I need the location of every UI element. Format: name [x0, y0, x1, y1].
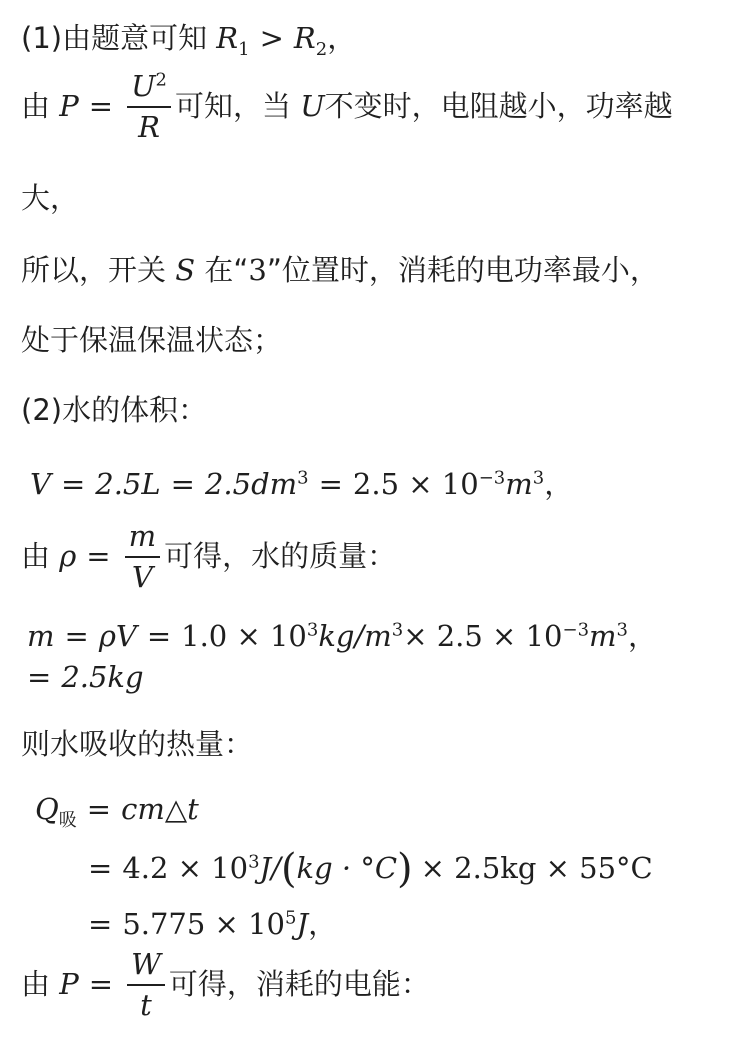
- text-l15-a: 由: [21, 967, 51, 1001]
- math-r2: $R_2$: [293, 21, 328, 60]
- text-l11-a: 则水吸收的热量：: [21, 727, 254, 761]
- eq-symbol: =: [88, 907, 113, 941]
- text-l2-b: 可知，当: [174, 89, 291, 123]
- text-l1-b: ，: [327, 21, 357, 55]
- text-l8-b: 可得，水的质量：: [164, 539, 397, 573]
- line-2: [21, 70, 673, 146]
- text-l13-b: 3: [248, 851, 260, 873]
- fraction-denominator: t: [140, 988, 152, 1022]
- text-l1-a: (1)由题意可知: [21, 21, 208, 55]
- line-10: [27, 660, 144, 694]
- text-l10-a: 2.5kg: [61, 660, 144, 694]
- text-l4-d: ”位置时，消耗的电功率最小，: [266, 253, 659, 287]
- fraction-m-over-v: [125, 518, 161, 594]
- math-q: Q: [35, 792, 59, 826]
- text-l9-f: m: [589, 619, 617, 653]
- math-v: V: [30, 467, 51, 501]
- line-14: [88, 902, 337, 943]
- text-l14-c: J: [296, 907, 309, 941]
- exp-3c: 3: [391, 619, 404, 641]
- line-1: [21, 16, 357, 60]
- text-l12-a: 吸: [58, 809, 77, 831]
- text-l9-e: −3: [562, 619, 590, 641]
- line-6: [21, 388, 207, 429]
- line-4: [21, 248, 659, 289]
- math-s: S: [166, 253, 205, 287]
- text-l14-a: 5.775 × 10: [122, 907, 285, 941]
- exp-3: 3: [297, 467, 309, 489]
- line-8: [21, 520, 396, 596]
- exp-3d: 3: [616, 619, 628, 641]
- exp-3b: 3: [532, 467, 545, 489]
- eq-symbol: =: [88, 967, 114, 1001]
- eq-symbol: =: [88, 851, 113, 885]
- text-l9-a: 1.0 × 10: [181, 619, 307, 653]
- fraction-denominator: R: [138, 110, 160, 144]
- text-l7-c: 2.5 × 10: [352, 467, 479, 501]
- eq-symbol: =: [86, 792, 112, 826]
- text-l4-c: 3: [248, 253, 267, 287]
- math-m: m: [27, 619, 55, 653]
- eq-symbol: =: [88, 89, 114, 123]
- math-u: U: [300, 89, 325, 123]
- text-l13-a: 4.2 × 10: [122, 851, 249, 885]
- line-11: [21, 722, 253, 763]
- text-l14-b: 5: [284, 907, 297, 929]
- text-l9-b: 3: [306, 619, 319, 641]
- text-l12-b: cm△t: [121, 792, 199, 826]
- eq-symbol: =: [60, 467, 86, 501]
- text-l4-b: 在“: [204, 253, 249, 287]
- line-15: [21, 948, 430, 1024]
- math-r1: $R_1$: [207, 21, 250, 60]
- eq-symbol: =: [146, 619, 172, 653]
- text-l13-c: J/: [259, 851, 281, 885]
- line-13: [88, 846, 653, 892]
- text-l9-c: kg/m: [318, 619, 392, 653]
- math-p: P: [59, 89, 79, 123]
- eq-symbol: =: [170, 467, 195, 501]
- line-5: [21, 318, 282, 359]
- line-9: [27, 614, 657, 655]
- fraction-numerator: m: [125, 518, 161, 558]
- text-l7-f: ，: [544, 467, 574, 501]
- text-l9-d: × 2.5 × 10: [403, 619, 563, 653]
- text-l3-a: 大，: [21, 181, 80, 215]
- left-paren: (: [280, 846, 297, 892]
- text-l6-a: (2)水的体积：: [21, 393, 208, 427]
- text-l2-a: 由: [21, 89, 51, 123]
- text-l7-a: 2.5L: [95, 467, 161, 501]
- text-l7-b: 2.5dm: [204, 467, 298, 501]
- fraction-denominator: V: [131, 560, 153, 594]
- text-l13-d: kg · °C: [296, 851, 398, 885]
- text-l5-a: 处于保温保温状态；: [21, 323, 283, 357]
- text-l7-d: −3: [478, 467, 506, 489]
- text-l14-d: ，: [308, 907, 338, 941]
- fraction-u2-over-r: [127, 68, 171, 144]
- math-p2: P: [59, 967, 79, 1001]
- text-l4-a: 所以，开关: [21, 253, 167, 287]
- eq-symbol: =: [27, 660, 52, 694]
- gt-symbol: >: [259, 21, 284, 55]
- eq-symbol: =: [318, 467, 343, 501]
- text-l9-g: ，: [627, 619, 657, 653]
- text-l7-e: m: [505, 467, 533, 501]
- line-3: [21, 176, 79, 217]
- math-rho: ρ: [59, 539, 77, 573]
- line-7: [30, 462, 573, 503]
- text-l15-b: 可得，消耗的电能：: [168, 967, 430, 1001]
- eq-symbol: =: [64, 619, 89, 653]
- fraction-numerator: W: [127, 946, 165, 986]
- text-l13-e: × 2.5kg × 55°C: [420, 851, 653, 885]
- text-l8-a: 由: [21, 539, 51, 573]
- math-rho-v: ρV: [98, 619, 137, 653]
- fraction-w-over-t: [127, 946, 165, 1022]
- fraction-numerator: $U^2$: [127, 68, 171, 108]
- text-l2-c: 不变时，电阻越小，功率越: [324, 89, 673, 123]
- line-12: [35, 792, 199, 831]
- eq-symbol: =: [86, 539, 111, 573]
- right-paren: ): [397, 846, 413, 892]
